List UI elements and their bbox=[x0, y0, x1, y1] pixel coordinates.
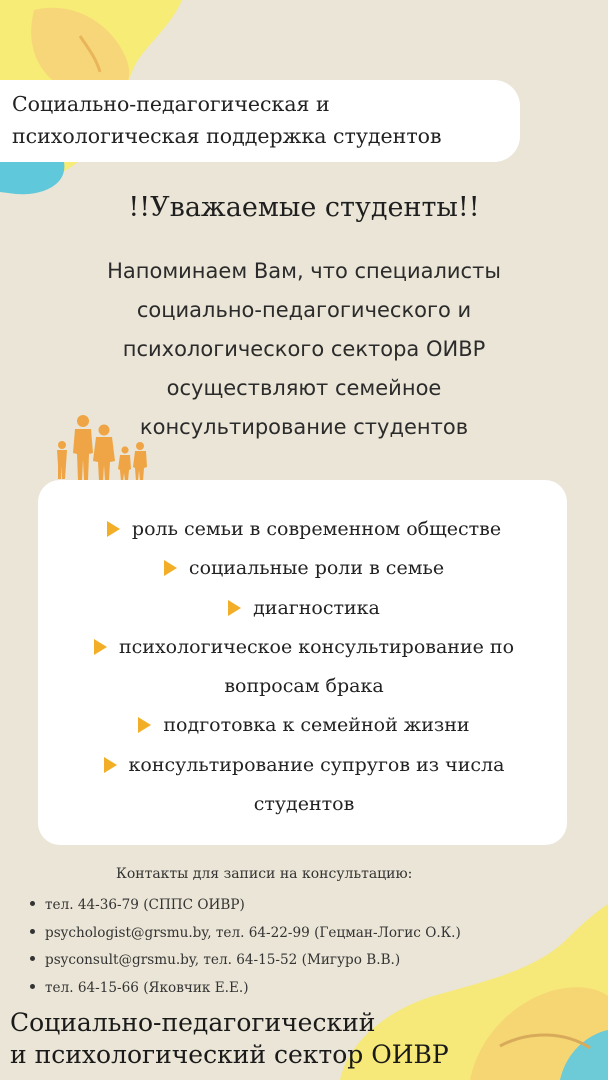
header-line-1: Социально-педагогическая и bbox=[12, 92, 330, 116]
footer-line-1: Социально-педагогический bbox=[10, 1008, 376, 1037]
contact-item bbox=[30, 892, 461, 920]
topic-label: диагностика bbox=[253, 596, 380, 619]
intro-line: консультирование студентов bbox=[139, 415, 469, 439]
topic-label: подготовка к семейной жизни bbox=[163, 714, 470, 737]
topic-item bbox=[0, 706, 608, 745]
contact-text[interactable]: psychologist@grsmu.by, тел. 64-22-99 (Гецман-Логис О.К.) bbox=[45, 924, 461, 941]
family-icon bbox=[52, 413, 156, 483]
topic-label: консультирование супругов из числа bbox=[128, 753, 505, 776]
topic-item-continuation: студентов bbox=[253, 793, 355, 816]
bullet-icon bbox=[30, 901, 35, 906]
arrow-icon bbox=[228, 600, 241, 616]
footer-line-2: и психологический сектор ОИВР bbox=[10, 1040, 449, 1069]
bullet-icon bbox=[30, 956, 35, 961]
header-line-2: психологическая поддержка студентов bbox=[12, 124, 442, 148]
topic-label: социальные роли в семье bbox=[188, 557, 445, 580]
intro-line: психологического сектора ОИВР bbox=[122, 337, 486, 361]
arrow-icon bbox=[94, 639, 107, 655]
intro-line: социально-педагогического и bbox=[136, 298, 472, 322]
topic-item bbox=[0, 549, 608, 588]
intro-line: осуществляют семейное bbox=[166, 376, 442, 400]
contact-item bbox=[30, 975, 461, 1003]
contact-text[interactable]: psyconsult@grsmu.by, тел. 64-15-52 (Мигуро В.В.) bbox=[45, 952, 401, 968]
contact-text: тел. 44-36-79 (СППС ОИВР) bbox=[45, 897, 245, 913]
contact-text: тел. 64-15-66 (Яковчик Е.Е.) bbox=[45, 979, 249, 996]
topic-label: роль семьи в современном обществе bbox=[131, 518, 502, 540]
contact-item bbox=[30, 947, 461, 975]
topic-item-continuation: вопросам брака bbox=[224, 675, 384, 698]
topic-item bbox=[0, 510, 608, 549]
bullet-icon bbox=[30, 984, 35, 989]
arrow-icon bbox=[107, 521, 120, 537]
footer-signature bbox=[10, 1007, 449, 1071]
contacts-title: Контакты для записи на консультацию: bbox=[116, 866, 413, 882]
arrow-icon bbox=[138, 717, 151, 733]
arrow-icon bbox=[164, 560, 177, 576]
bullet-icon bbox=[30, 929, 35, 934]
page-title: !!Уважаемые студенты!! bbox=[128, 192, 480, 223]
topic-item bbox=[0, 628, 608, 667]
arrow-icon bbox=[104, 757, 117, 773]
topic-item bbox=[0, 589, 608, 628]
contact-item bbox=[30, 920, 461, 948]
topic-label: психологическое консультирование по bbox=[118, 635, 515, 658]
topic-item bbox=[0, 746, 608, 785]
topics-list bbox=[0, 510, 608, 824]
header-banner bbox=[0, 80, 520, 162]
intro-line: Напоминаем Вам, что специалисты bbox=[107, 259, 501, 283]
contacts-list bbox=[30, 892, 461, 1002]
